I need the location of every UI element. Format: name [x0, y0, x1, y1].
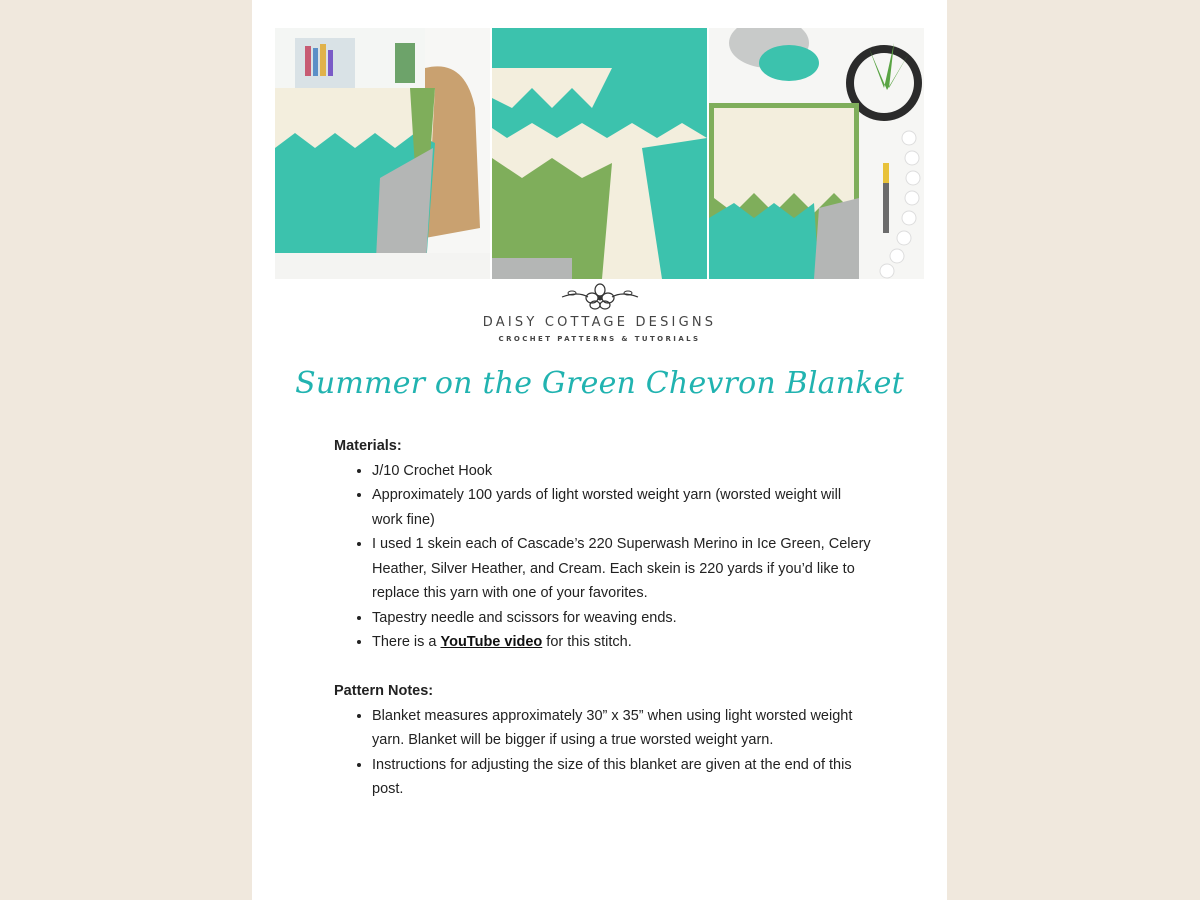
brand-tagline: CROCHET PATTERNS & TUTORIALS [498, 335, 701, 343]
section-spacer [334, 655, 874, 680]
list-item [372, 630, 874, 655]
pattern-body [334, 434, 874, 802]
flower-vine-icon [558, 283, 642, 311]
materials-heading: Materials: [334, 438, 402, 454]
blanket-photo-flatlay [709, 28, 924, 279]
list-item: • Instructions for adjusting the size of this blanket are given at the end of this post. [372, 753, 874, 802]
brand-logo [252, 283, 947, 343]
blanket-photo-folded [492, 28, 707, 279]
video-prefix: There is a [372, 634, 441, 650]
pattern-notes-list [334, 704, 874, 802]
document-page [252, 0, 947, 900]
list-item: • Approximately 100 yards of light worsted weight yarn (worsted weight will work fine) [372, 483, 874, 532]
list-item: • I used 1 skein each of Cascade’s 220 Superwash Merino in Ice Green, Celery Heather, Silver Heather, and Cream. Each skein is 220 yards if you’d like to replace this yarn with one of your favorites. [372, 532, 874, 606]
photo-collage [275, 28, 924, 279]
list-item: • J/10 Crochet Hook [372, 459, 874, 484]
youtube-video-link[interactable]: YouTube video [440, 634, 543, 650]
video-suffix: for this stitch. [542, 634, 632, 650]
list-item: • Tapestry needle and scissors for weaving ends. [372, 606, 874, 631]
brand-name: DAISY COTTAGE DESIGNS [482, 315, 717, 330]
materials-list [334, 459, 874, 655]
pattern-title: Summer on the Green Chevron Blanket [295, 366, 904, 401]
blanket-photo-sofa [275, 28, 490, 279]
pattern-notes-heading: Pattern Notes: [334, 683, 434, 699]
list-item: • Blanket measures approximately 30” x 35” when using light worsted weight yarn. Blanket will be bigger if using a true worsted weight yarn. [372, 704, 874, 753]
